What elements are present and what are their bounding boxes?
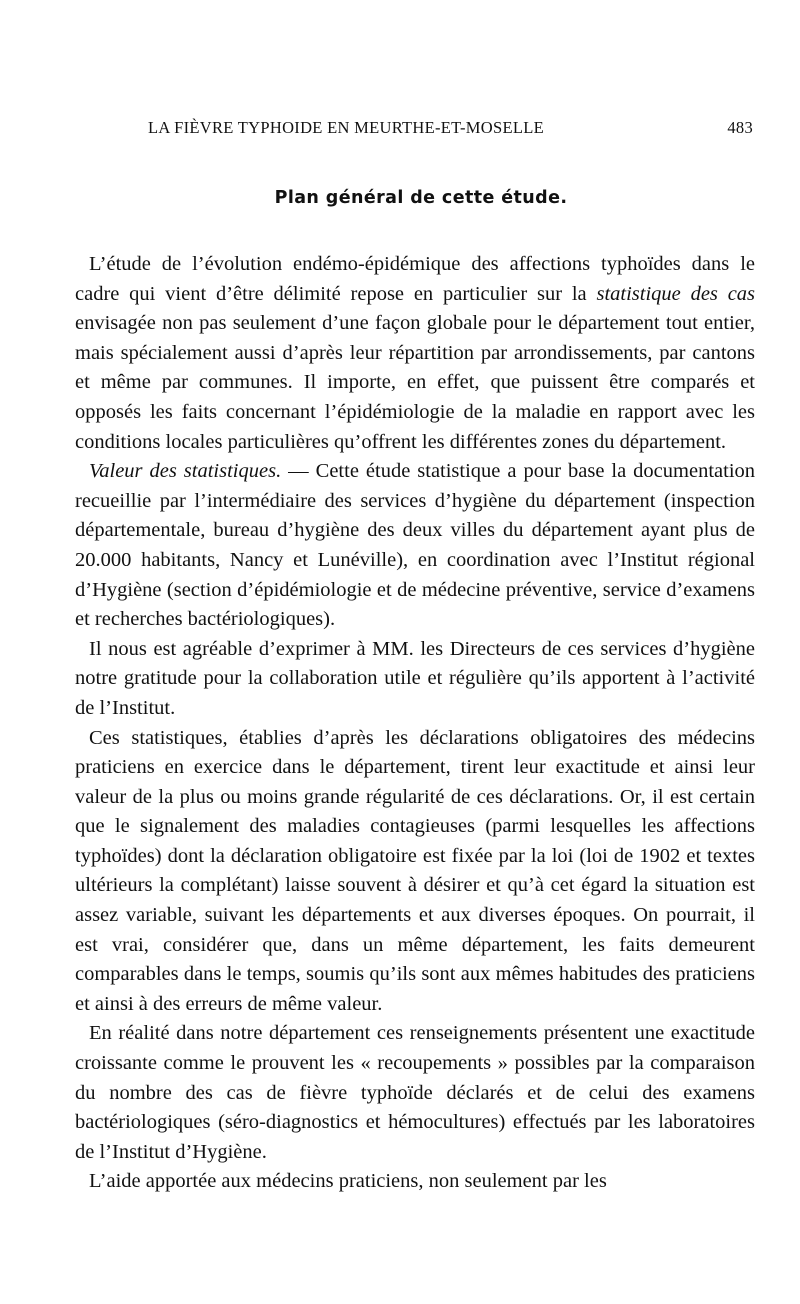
paragraph-3: Il nous est agréable d’exprimer à MM. les Directeurs de ces services d’hygiène notre gratitude pour la collaboration utile et régulière qu’ils apportent à l’activité de l’Institut.: [75, 637, 755, 719]
book-page: [75, 118, 755, 1197]
paragraph-6: L’aide apportée aux médecins praticiens, non seulement par les: [89, 1170, 607, 1193]
paragraph-1: [75, 250, 755, 457]
paragraph-1-emphasis: statistique des cas: [596, 282, 756, 305]
page-number: 483: [727, 118, 753, 137]
paragraph-1-rest: envisagée non pas seulement d’une façon globale pour le département tout entier, mais spécialement aussi d’après leur répartition par arrondissements, par cantons et même par communes. Il importe, en effet, que puissent être comparés et opposés les faits concernant l’épidémiologie de la maladie en rapport avec les conditions locales particulières qu’offrent les différentes zones du département.: [75, 312, 755, 453]
running-head-title: LA FIÈVRE TYPHOIDE EN MEURTHE-ET-MOSELLE: [148, 118, 544, 137]
body-text: [75, 250, 755, 1197]
paragraph-4: Ces statistiques, établies d’après les déclarations obligatoires des médecins praticiens en exercice dans le département, tirent leur exactitude et ainsi leur valeur de la plus ou moins grande régularité de ces déclarations. Or, il est certain que le signalement des maladies contagieuses (parmi lesquelles les affections typhoïdes) dont la déclaration obligatoire est fixée par la loi (loi de 1902 et textes ultérieurs la complétant) laisse souvent à désirer et qu’à cet égard la situation est assez variable, suivant les départements et aux diverses époques. On pourrait, il est vrai, considérer que, dans un même département, les faits demeurent comparables dans le temps, soumis qu’ils sont aux mêmes habitudes des praticiens et ainsi à des erreurs de même valeur.: [75, 726, 755, 1015]
section-heading: Plan général de cette étude.: [274, 188, 568, 208]
paragraph-2-text: — Cette étude statistique a pour base la documentation recueillie par l’intermédiaire des services d’hygiène du département (inspection départementale, bureau d’hygiène des deux villes du département ayant plus de 20.000 habitants, Nancy et Lunéville), en coordination avec l’Institut régional d’Hygiène (section d’épidémiologie et de médecine préventive, service d’examens et recherches bactériologiques).: [75, 460, 756, 631]
paragraph-1-intro: L’étude de l’évolution endémo-épidémique des affections typhoïdes dans le cadre qui vient d’être délimité repose en particulier sur la: [75, 253, 755, 305]
paragraph-5: En réalité dans notre département ces renseignements présentent une exactitude croissante comme le prouvent les « recoupements » possibles par la comparaison du nombre des cas de fièvre typhoïde déclarés et de celui des examens bactériologiques (séro-diagnostics et hémocultures) effectués par les laboratoires de l’Institut d’Hygiène.: [75, 1022, 755, 1163]
running-head: [75, 118, 755, 148]
paragraph-2-run-in-heading: Valeur des statistiques.: [89, 460, 282, 483]
paragraph-2: [75, 457, 755, 635]
